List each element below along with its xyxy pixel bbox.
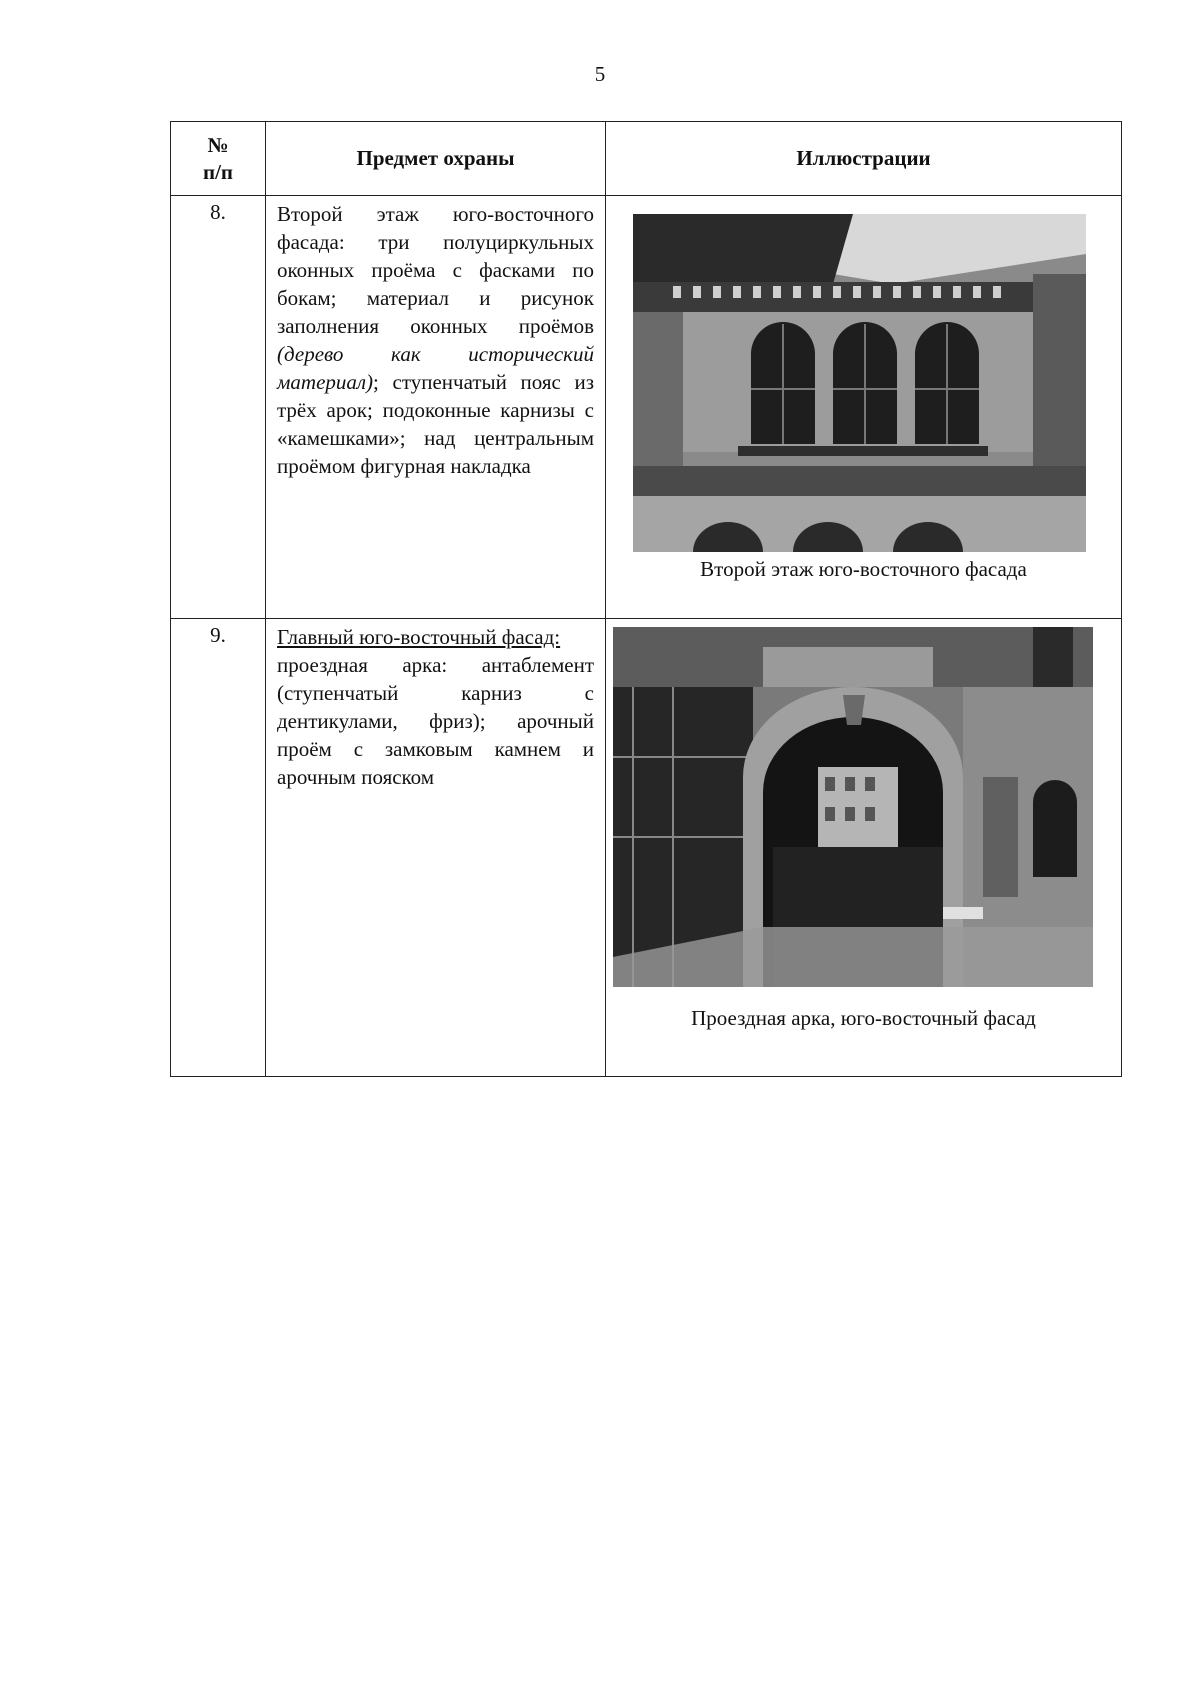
row-number: 8. [171,196,266,619]
header-num-abbr: п/п [202,159,234,184]
header-illustrations: Иллюстрации [606,122,1122,196]
row-illustration [606,196,1122,619]
header-num-symbol: № [207,133,229,158]
row-subject [266,196,606,619]
row-number: 9. [171,619,266,1077]
subject-text: проездная арка: антаблемент (ступенчатый карниз с дентикулами, фриз); арочный проём с замковым камнем и арочным пояском [277,653,594,789]
table-header-row [171,122,1122,196]
facade-photo-icon [633,214,1086,552]
row-illustration [606,619,1122,1077]
subject-text-end: ; ступенчатый пояс из трёх арок; подоконные карнизы с «камешками»; над центральным проёмом фигурная накладка [277,370,594,478]
page-number: 5 [594,62,606,86]
heritage-table [170,121,1122,1077]
photo-caption: Проездная арка, юго-восточный фасад [691,1006,1036,1030]
table-row [171,196,1122,619]
subject-italic-text: (дерево как исторический материал) [277,342,594,394]
row-subject [266,619,606,1077]
table-row [171,619,1122,1077]
subject-text: Второй этаж юго-восточного фасада: три полуциркульных оконных проёма с фасками по бокам; материал и рисунок заполнения оконных проёмов [277,202,594,338]
arch-photo-icon [613,627,1093,987]
header-num [171,122,266,196]
subject-underlined-text: Главный юго-восточный фасад: [277,625,561,649]
header-subject: Предмет охраны [266,122,606,196]
photo-caption: Второй этаж юго-восточного фасада [700,557,1027,581]
